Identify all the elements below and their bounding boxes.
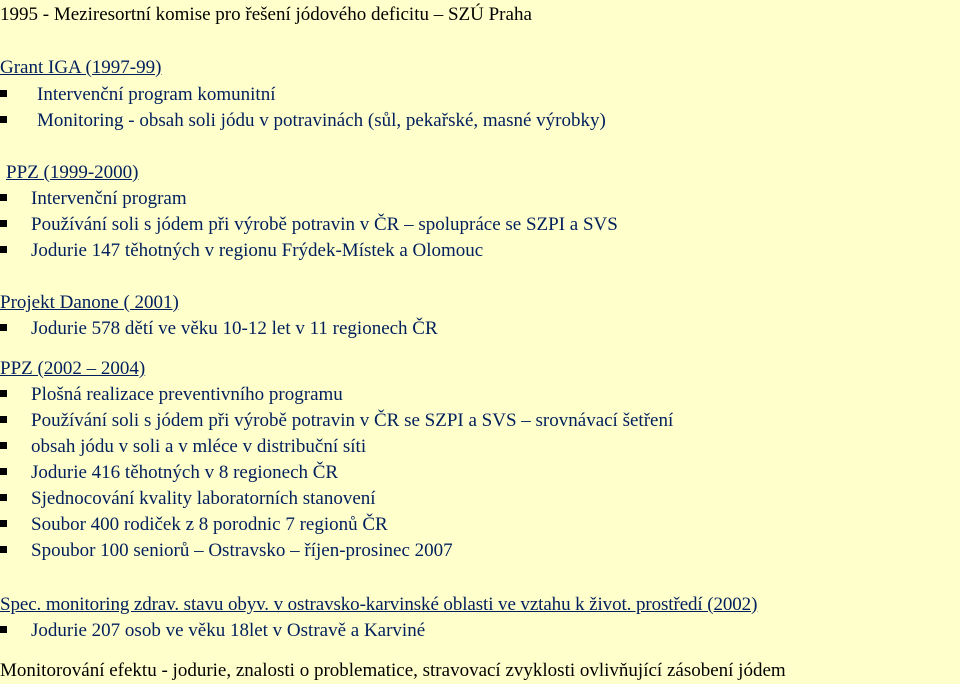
list-item: Intervenční program komunitní: [0, 84, 276, 106]
square-bullet-icon: [0, 246, 7, 253]
section-heading-projekt-danone: Projekt Danone ( 2001): [0, 292, 179, 313]
square-bullet-icon: [0, 116, 7, 123]
square-bullet-icon: [0, 546, 7, 553]
list-item: Jodurie 416 těhotných v 8 regionech ČR: [0, 462, 338, 484]
list-item: Monitoring - obsah soli jódu v potravinách (sůl, pekařské, masné výrobky): [0, 110, 606, 132]
square-bullet-icon: [0, 194, 7, 201]
list-item: Soubor 400 rodiček z 8 porodnic 7 regionů ČR: [0, 514, 388, 536]
list-item: Používání soli s jódem při výrobě potravin v ČR – spolupráce se SZPI a SVS: [0, 214, 618, 236]
square-bullet-icon: [0, 220, 7, 227]
section-heading-ppz-1999: PPZ (1999-2000): [6, 162, 139, 183]
square-bullet-icon: [0, 520, 7, 527]
section-heading-ppz-2002: PPZ (2002 – 2004): [0, 358, 146, 379]
square-bullet-icon: [0, 416, 7, 423]
list-item: Jodurie 147 těhotných v regionu Frýdek-Místek a Olomouc: [0, 240, 483, 262]
section-heading-grant-iga: Grant IGA (1997-99): [0, 57, 162, 78]
list-item: Intervenční program: [0, 188, 187, 210]
list-item: Používání soli s jódem při výrobě potravin v ČR se SZPI a SVS – srovnávací šetření: [0, 410, 673, 432]
list-item: Spoubor 100 seniorů – Ostravsko – říjen-prosinec 2007: [0, 540, 453, 562]
square-bullet-icon: [0, 494, 7, 501]
square-bullet-icon: [0, 324, 7, 331]
list-item: Plošná realizace preventivního programu: [0, 384, 343, 406]
square-bullet-icon: [0, 468, 7, 475]
square-bullet-icon: [0, 90, 7, 97]
square-bullet-icon: [0, 626, 7, 633]
section-heading-spec-monitoring: Spec. monitoring zdrav. stavu obyv. v ostravsko-karvinské oblasti ve vztahu k život. prostředí (2002): [0, 594, 758, 615]
footer-text: Monitorování efektu - jodurie, znalosti o problematice, stravovací zvyklosti ovlivňující zásobení jódem: [0, 660, 786, 681]
list-item: Jodurie 207 osob ve věku 18let v Ostravě a Karviné: [0, 620, 425, 642]
list-item: Sjednocování kvality laboratorních stanovení: [0, 488, 376, 510]
square-bullet-icon: [0, 390, 7, 397]
list-item: Jodurie 578 dětí ve věku 10-12 let v 11 regionech ČR: [0, 318, 438, 340]
list-item: obsah jódu v soli a v mléce v distribuční síti: [0, 436, 366, 458]
page-title: 1995 - Meziresortní komise pro řešení jódového deficitu – SZÚ Praha: [0, 4, 532, 25]
square-bullet-icon: [0, 442, 7, 449]
